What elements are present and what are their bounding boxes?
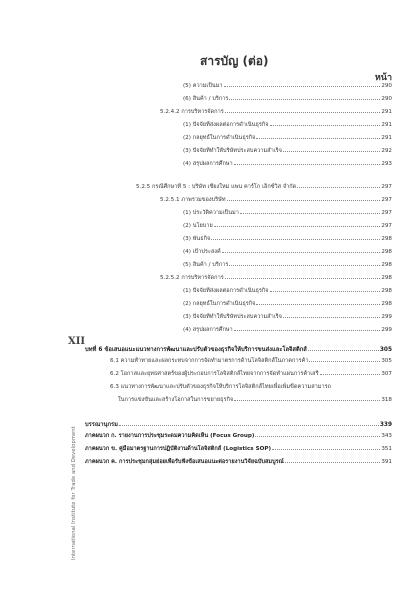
toc-entry[interactable]: (4) เป้าประสงค์ 298: [183, 249, 392, 255]
toc-entry[interactable]: 5.2.5 กรณีศึกษาที่ 5 : บริษัท เชียงใหม่ แพน คาร์โก เอ็กซ์วิส จำกัด 297: [136, 184, 392, 190]
toc-entry[interactable]: (1) ปัจจัยที่ส่งผลต่อการดำเนินธุรกิจ 298: [183, 288, 392, 294]
toc-chapter-entry[interactable]: บทที่ 6 ข้อเสนอแนะแนวทางการพัฒนาและปรับตัวของธุรกิจให้บริการขนส่งและโลจิสติกส์ 305: [85, 347, 392, 353]
toc-entry[interactable]: (1) ประวัติความเป็นมา 297: [183, 210, 392, 216]
toc-entry[interactable]: 6.1 ความท้าทายและผลกระทบจากการจัดทำมาตรการด้านโลจิสติกส์ในภาคการค้า 305: [110, 358, 392, 364]
toc-entry-wrapped[interactable]: 6.3 แนวทางการพัฒนาและปรับตัวของธุรกิจให้บริการโลจิสติกส์ไทยเพื่อเพิ่มขีดความสามารถ: [110, 384, 331, 390]
toc-entry[interactable]: (2) กลยุทธ์ในการดำเนินธุรกิจ 298: [183, 301, 392, 307]
toc-entry[interactable]: (1) ปัจจัยที่ส่งผลต่อการดำเนินธุรกิจ 291: [183, 122, 392, 128]
toc-entry[interactable]: (3) ปัจจัยที่ทำให้บริษัทประสบความสำเร็จ 292: [183, 148, 392, 154]
toc-entry[interactable]: (3) พันธกิจ 298: [183, 236, 392, 242]
toc-entry[interactable]: (4) สรุปผลการศึกษา 299: [183, 327, 392, 333]
toc-entry[interactable]: ในการแข่งขันและสร้างโอกาสในการขยายธุรกิจ 318: [118, 397, 392, 403]
side-margin: [66, 330, 88, 550]
toc-entry[interactable]: (4) สรุปผลการศึกษา 293: [183, 161, 392, 167]
toc-entry[interactable]: (2) นโยบาย 297: [183, 223, 392, 229]
page-title: สารบัญ (ต่อ): [200, 54, 269, 68]
page-column-header: หน้า: [374, 73, 392, 83]
toc-entry[interactable]: 5.2.4.2 การบริหารจัดการ 291: [160, 109, 392, 115]
toc-entry[interactable]: (6) สินค้า / บริการ 290: [183, 96, 392, 102]
vertical-institute-text: International Institute for Trade and Development: [71, 426, 77, 560]
toc-bibliography-entry[interactable]: บรรณานุกรม 339: [85, 422, 392, 428]
toc-appendix-entry[interactable]: ภาคผนวก ข. คู่มือมาตรฐานการปฏิบัติงานด้านโลจิสติกส์ (Logistics SOP) 351: [85, 446, 392, 452]
page-number: XII: [68, 336, 86, 347]
toc-entry[interactable]: (2) กลยุทธ์ในการดำเนินธุรกิจ 291: [183, 135, 392, 141]
toc-entry[interactable]: (5) ความเป็นมา 290: [183, 83, 392, 89]
toc-entry[interactable]: 5.2.5.1 ภาพรวมของบริษัท 297: [160, 197, 392, 203]
toc-entry[interactable]: (3) ปัจจัยที่ทำให้บริษัทประสบความสำเร็จ 299: [183, 314, 392, 320]
toc-entry[interactable]: (5) สินค้า / บริการ 298: [183, 262, 392, 268]
toc-appendix-entry[interactable]: ภาคผนวก ก. รายงานการประชุมระดมความคิดเห็น (Focus Group) 343: [85, 433, 392, 439]
toc-appendix-entry[interactable]: ภาคผนวก ค. การประชุมกลุ่มย่อยเพื่อรับฟังข้อเสนอแนะต่อรายงานวิจัยฉบับสมบูรณ์ 391: [85, 459, 392, 465]
toc-entry[interactable]: 6.2 โอกาสและยุทธศาสตร์ของผู้ประกอบการโลจิสติกส์ไทยจากการจัดทำแผนการค้าเสรี 307: [110, 371, 392, 377]
toc-entry[interactable]: 5.2.5.2 การบริหารจัดการ 298: [160, 275, 392, 281]
